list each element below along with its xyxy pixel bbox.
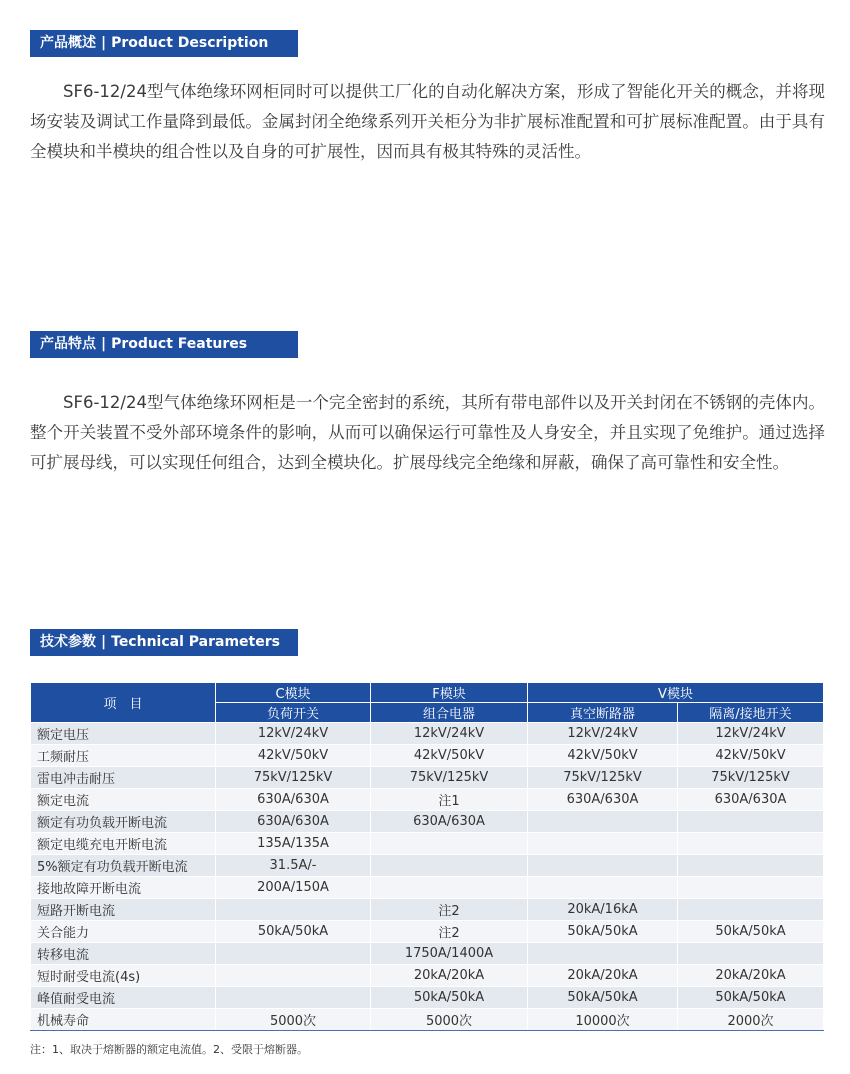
parameter-value-v2: 75kV/125kV <box>678 767 824 789</box>
parameter-label: 额定有功负载开断电流 <box>31 811 216 833</box>
parameter-value-c: 12kV/24kV <box>216 723 371 745</box>
parameter-value-f: 75kV/125kV <box>371 767 528 789</box>
description-heading-en: Product Description <box>111 35 269 51</box>
parameter-value-v2 <box>678 855 824 877</box>
parameter-value-v2: 50kA/50kA <box>678 921 824 943</box>
item-header: 项 目 <box>31 683 216 723</box>
table-row <box>31 767 824 789</box>
parameters-heading <box>30 629 298 656</box>
parameter-value-c <box>216 899 371 921</box>
table-header-row <box>31 683 824 703</box>
parameter-value-v1: 630A/630A <box>528 789 678 811</box>
subheader-disconnect-switch: 隔离/接地开关 <box>678 703 824 723</box>
features-heading-en: Product Features <box>111 336 248 352</box>
parameter-value-f: 50kA/50kA <box>371 987 528 1009</box>
parameter-value-v2: 42kV/50kV <box>678 745 824 767</box>
parameter-label: 机械寿命 <box>31 1009 216 1031</box>
subheader-load-switch: 负荷开关 <box>216 703 371 723</box>
parameter-label: 工频耐压 <box>31 745 216 767</box>
table-row <box>31 855 824 877</box>
module-header-c: C模块 <box>216 683 371 703</box>
parameter-label: 峰值耐受电流 <box>31 987 216 1009</box>
table-row <box>31 987 824 1009</box>
footnote: 注：1、取决于熔断器的额定电流值。2、受限于熔断器。 <box>30 1043 308 1056</box>
parameter-value-f: 20kA/20kA <box>371 965 528 987</box>
parameter-label: 转移电流 <box>31 943 216 965</box>
parameter-value-v2 <box>678 899 824 921</box>
parameter-value-v1: 75kV/125kV <box>528 767 678 789</box>
parameter-value-v2: 20kA/20kA <box>678 965 824 987</box>
heading-separator: | <box>101 336 107 352</box>
features-text: SF6-12/24型气体绝缘环网柜是一个完全密封的系统，其所有带电部件以及开关封闭在不锈钢的壳体内。整个开关装置不受外部环境条件的影响，从而可以确保运行可靠性及人身安全，并且实现了免维护。通过选择可扩展母线，可以实现任何组合，达到全模块化。扩展母线完全绝缘和屏蔽，确保了高可靠性和安全性。 <box>30 393 825 472</box>
parameter-value-v1: 42kV/50kV <box>528 745 678 767</box>
parameter-value-v2 <box>678 943 824 965</box>
parameter-value-v1: 10000次 <box>528 1009 678 1031</box>
parameter-label: 短时耐受电流(4s) <box>31 965 216 987</box>
table-row <box>31 745 824 767</box>
parameter-value-c: 42kV/50kV <box>216 745 371 767</box>
description-heading-cn: 产品概述 <box>40 35 96 51</box>
parameter-value-v1 <box>528 833 678 855</box>
parameter-label: 接地故障开断电流 <box>31 877 216 899</box>
parameter-value-c: 31.5A/- <box>216 855 371 877</box>
table-row <box>31 921 824 943</box>
subheader-combined-unit: 组合电器 <box>371 703 528 723</box>
parameter-value-c <box>216 987 371 1009</box>
subheader-vacuum-breaker: 真空断路器 <box>528 703 678 723</box>
table-row <box>31 899 824 921</box>
table-row <box>31 965 824 987</box>
table-body <box>31 723 824 1031</box>
table-row <box>31 877 824 899</box>
parameter-value-v2: 630A/630A <box>678 789 824 811</box>
parameter-value-f <box>371 855 528 877</box>
table-row <box>31 833 824 855</box>
parameter-value-v2 <box>678 833 824 855</box>
heading-separator: | <box>101 634 107 650</box>
parameter-value-v1 <box>528 811 678 833</box>
parameter-value-v1 <box>528 877 678 899</box>
parameter-value-f: 42kV/50kV <box>371 745 528 767</box>
parameter-label: 雷电冲击耐压 <box>31 767 216 789</box>
parameter-label: 5%额定有功负载开断电流 <box>31 855 216 877</box>
parameter-value-c: 200A/150A <box>216 877 371 899</box>
parameter-label: 短路开断电流 <box>31 899 216 921</box>
parameters-heading-en: Technical Parameters <box>111 634 280 650</box>
table-row <box>31 789 824 811</box>
table-row <box>31 811 824 833</box>
parameter-value-c: 5000次 <box>216 1009 371 1031</box>
parameter-value-v2 <box>678 811 824 833</box>
parameter-value-c: 630A/630A <box>216 789 371 811</box>
description-text: SF6-12/24型气体绝缘环网柜同时可以提供工厂化的自动化解决方案，形成了智能化开关的概念，并将现场安装及调试工作量降到最低。金属封闭全绝缘系列开关柜分为非扩展标准配置和可扩展标准配置。由于具有全模块和半模块的组合性以及自身的可扩展性，因而具有极其特殊的灵活性。 <box>30 82 825 161</box>
table-row <box>31 723 824 745</box>
parameter-value-f: 1750A/1400A <box>371 943 528 965</box>
module-header-f: F模块 <box>371 683 528 703</box>
parameter-label: 关合能力 <box>31 921 216 943</box>
table-row <box>31 943 824 965</box>
parameter-value-c: 630A/630A <box>216 811 371 833</box>
parameter-value-f: 5000次 <box>371 1009 528 1031</box>
parameter-value-f: 注2 <box>371 921 528 943</box>
description-heading <box>30 30 298 57</box>
parameter-value-f: 630A/630A <box>371 811 528 833</box>
parameter-value-f <box>371 833 528 855</box>
parameter-value-c <box>216 943 371 965</box>
features-heading-cn: 产品特点 <box>40 336 96 352</box>
heading-separator: | <box>101 35 107 51</box>
parameter-value-v2 <box>678 877 824 899</box>
parameter-value-f: 12kV/24kV <box>371 723 528 745</box>
parameter-value-f: 注1 <box>371 789 528 811</box>
parameter-value-v1: 20kA/16kA <box>528 899 678 921</box>
parameter-label: 额定电缆充电开断电流 <box>31 833 216 855</box>
parameter-label: 额定电流 <box>31 789 216 811</box>
parameter-value-v2: 12kV/24kV <box>678 723 824 745</box>
parameter-value-c: 75kV/125kV <box>216 767 371 789</box>
module-header-v: V模块 <box>528 683 824 703</box>
parameter-value-v2: 2000次 <box>678 1009 824 1031</box>
parameter-value-v1: 50kA/50kA <box>528 987 678 1009</box>
parameter-value-v1 <box>528 943 678 965</box>
table-row <box>31 1009 824 1031</box>
parameter-value-c <box>216 965 371 987</box>
parameter-value-v1 <box>528 855 678 877</box>
parameters-heading-cn: 技术参数 <box>40 634 96 650</box>
parameter-label: 额定电压 <box>31 723 216 745</box>
parameter-value-v2: 50kA/50kA <box>678 987 824 1009</box>
parameter-value-c: 135A/135A <box>216 833 371 855</box>
parameters-table <box>30 682 824 1031</box>
parameter-value-v1: 12kV/24kV <box>528 723 678 745</box>
parameter-value-c: 50kA/50kA <box>216 921 371 943</box>
parameter-value-f <box>371 877 528 899</box>
parameter-value-f: 注2 <box>371 899 528 921</box>
parameter-value-v1: 50kA/50kA <box>528 921 678 943</box>
features-heading <box>30 331 298 358</box>
parameter-value-v1: 20kA/20kA <box>528 965 678 987</box>
